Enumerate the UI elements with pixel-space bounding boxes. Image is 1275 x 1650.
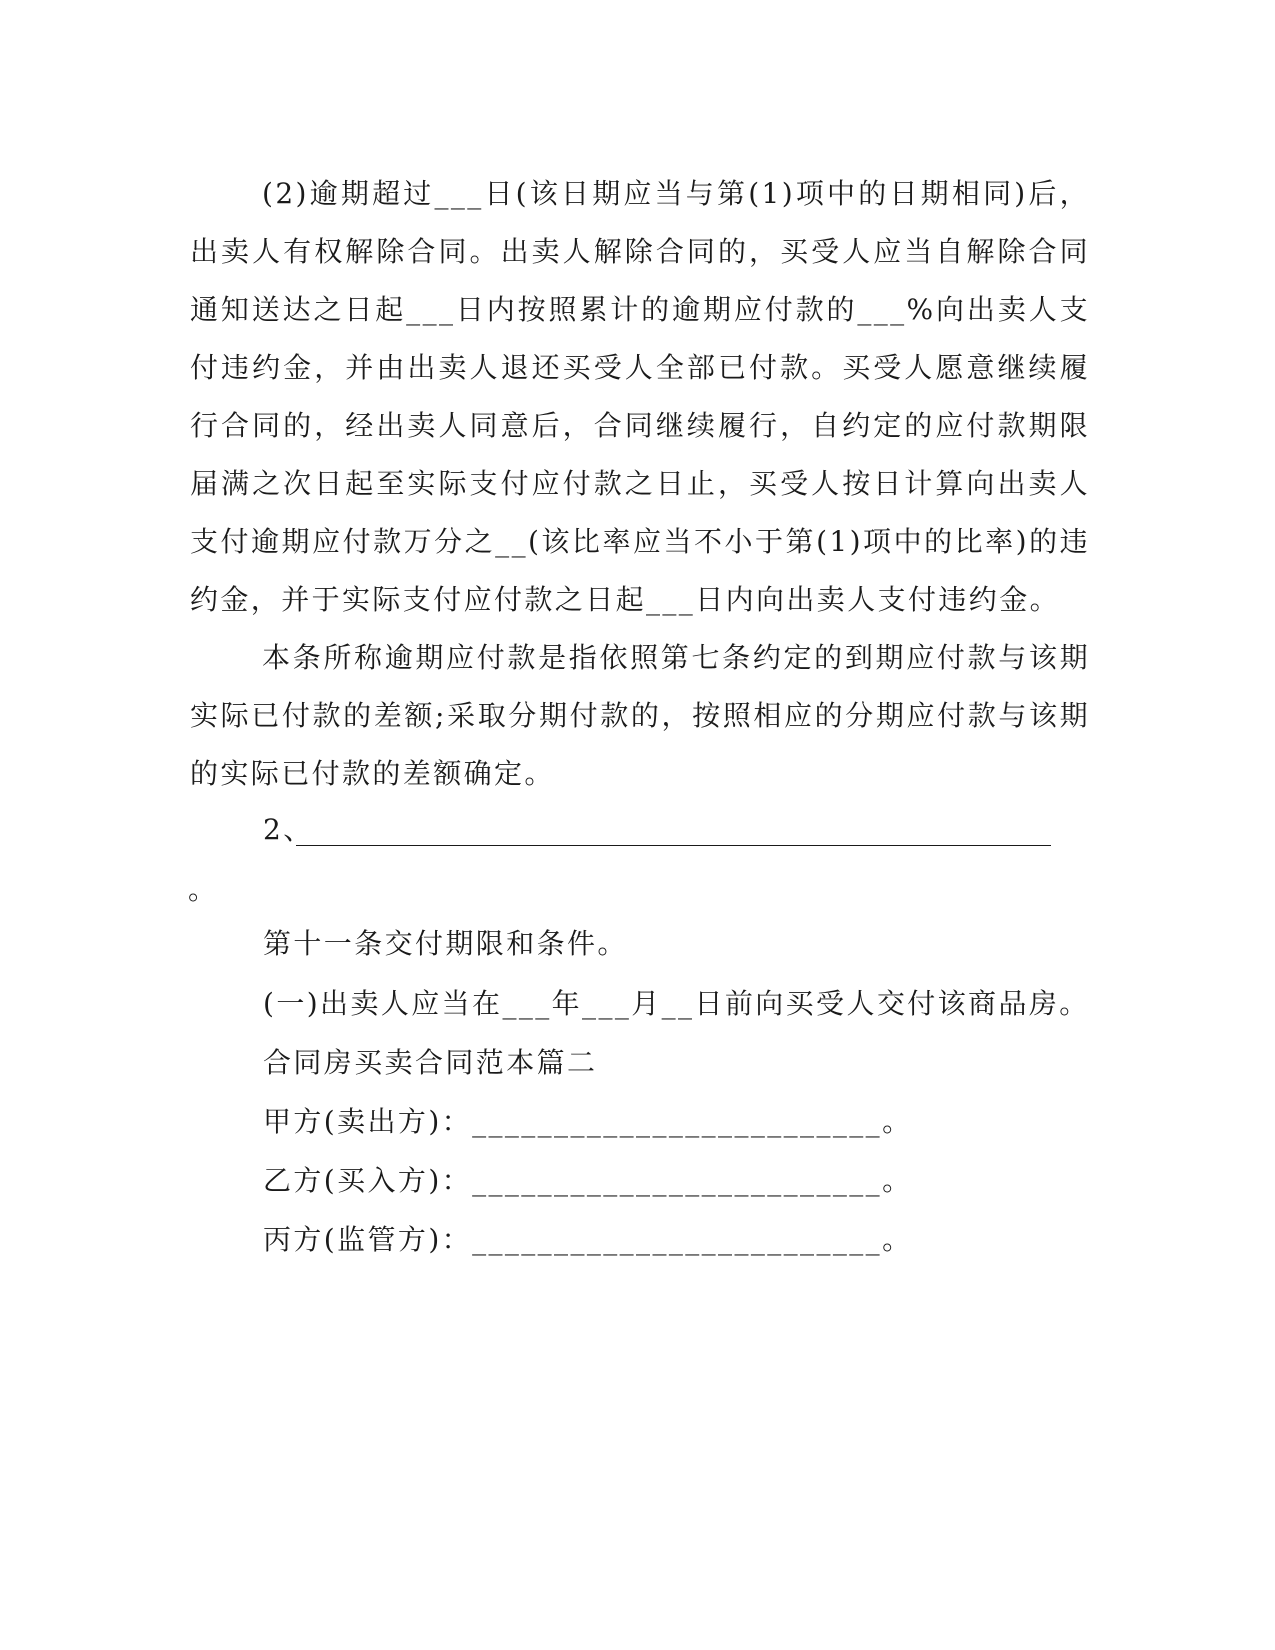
- paragraph-overdue-definition: 本条所称逾期应付款是指依照第七条约定的到期应付款与该期实际已付款的差额;采取分期付款的，按照相应的分期应付款与该期的实际已付款的差额确定。: [190, 641, 1090, 790]
- party-supervisor: [263, 1220, 912, 1260]
- party-supervisor-blank: _________________________: [472, 1223, 883, 1256]
- party-seller-label: 甲方(卖出方)：: [263, 1105, 473, 1138]
- contract-body: [190, 165, 1090, 803]
- party-supervisor-end: 。: [882, 1223, 913, 1256]
- party-seller-end: 。: [882, 1105, 913, 1138]
- item-2-number: 2、: [263, 813, 314, 846]
- party-buyer-end: 。: [882, 1164, 913, 1197]
- party-seller-blank: _________________________: [472, 1105, 883, 1138]
- item-2-blank-line: [296, 845, 1051, 846]
- party-supervisor-label: 丙方(监管方)：: [263, 1223, 473, 1256]
- paragraph-overdue-clause: (2)逾期超过___日(该日期应当与第(1)项中的日期相同)后，出卖人有权解除合同。出卖人解除合同的，买受人应当自解除合同通知送达之日起___日内按照累计的逾期应付款的___%向出卖人支付违约金，并由出卖人退还买受人全部已付款。买受人愿意继续履行合同的，经出卖人同意后，合同继续履行，自约定的应付款期限届满之次日起至实际支付应付款之日止，买受人按日计算向出卖人支付逾期应付款万分之__(该比率应当不小于第(1)项中的比率)的违约金，并于实际支付应付款之日起___日内向出卖人支付违约金。: [190, 177, 1090, 616]
- party-seller: [263, 1102, 912, 1142]
- party-buyer-blank: _________________________: [472, 1164, 883, 1197]
- party-buyer: [263, 1161, 912, 1201]
- article-11-clause-1: (一)出卖人应当在___年___月__日前向买受人交付该商品房。: [263, 987, 1090, 1020]
- item-2-end-mark: 。: [188, 873, 217, 906]
- section-title: 合同房买卖合同范本篇二: [263, 1046, 598, 1079]
- article-11-title: 第十一条交付期限和条件。: [263, 927, 628, 960]
- party-buyer-label: 乙方(买入方)：: [263, 1164, 473, 1197]
